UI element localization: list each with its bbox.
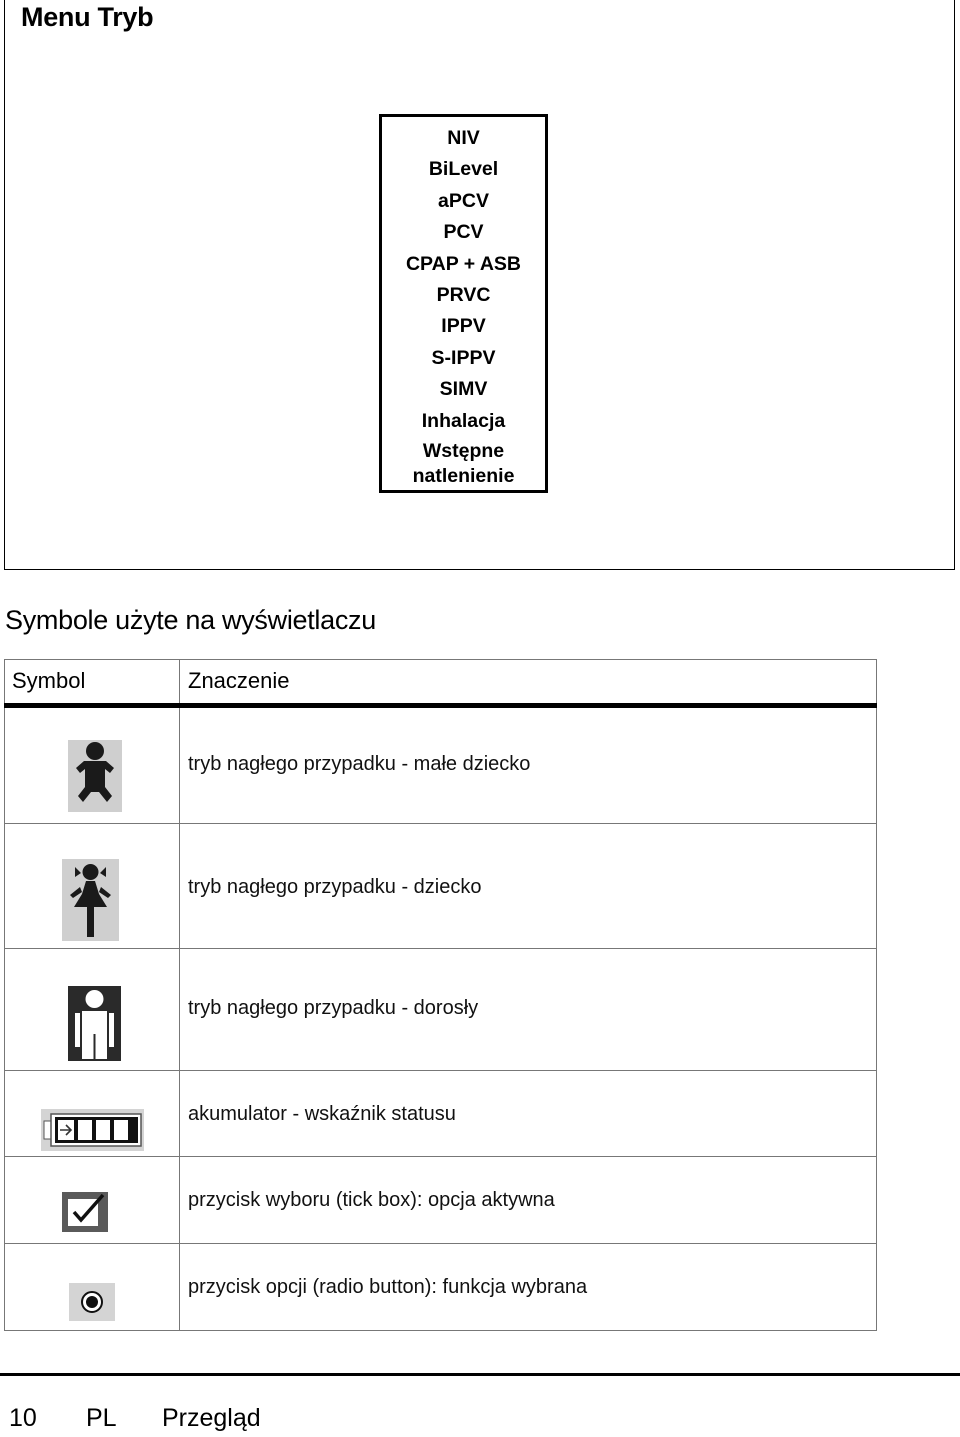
checkbox-checked-icon: [62, 1192, 108, 1232]
row-text: tryb nagłego przypadku - dziecko: [188, 876, 482, 898]
table-row: [4, 949, 877, 1071]
menu-title: Menu Tryb: [21, 2, 154, 32]
mode-item-bilevel[interactable]: BiLevel: [428, 158, 499, 181]
header-meaning: Znaczenie: [188, 668, 290, 693]
section-name: Przegląd: [162, 1404, 261, 1432]
table-row: [4, 1244, 877, 1331]
header-symbol: Symbol: [12, 668, 86, 693]
table-row: [4, 708, 877, 824]
mode-menu-list-box: [379, 114, 548, 493]
language-code: PL: [86, 1404, 117, 1432]
mode-item-inhalacja[interactable]: Inhalacja: [421, 409, 506, 432]
row-text: tryb nagłego przypadku - małe dziecko: [188, 753, 531, 775]
infant-icon: [68, 740, 122, 812]
row-text: przycisk wyboru (tick box): opcja aktywna: [188, 1189, 555, 1211]
table-row: [4, 1071, 877, 1157]
table-header: [4, 659, 877, 703]
mode-item-niv[interactable]: NIV: [447, 127, 480, 149]
mode-item-ippv[interactable]: IPPV: [441, 315, 486, 338]
row-text: akumulator - wskaźnik statusu: [188, 1103, 456, 1125]
mode-item-line2: natlenienie: [412, 464, 515, 487]
section-title: Symbole użyte na wyświetlaczu: [5, 605, 376, 635]
mode-item-wstepne-natlenienie[interactable]: [382, 439, 545, 491]
symbols-table: [4, 659, 877, 1331]
child-icon: [62, 859, 119, 941]
adult-icon: [68, 986, 121, 1061]
mode-item-s-ippv[interactable]: S-IPPV: [431, 346, 496, 369]
mode-item-pcv[interactable]: PCV: [443, 221, 484, 244]
mode-item-line1: Wstępne: [422, 439, 505, 462]
table-row: [4, 824, 877, 949]
table-row: [4, 1157, 877, 1244]
battery-icon: [41, 1109, 144, 1151]
mode-item-cpap-asb[interactable]: CPAP + ASB: [405, 252, 522, 275]
footer-rule: [0, 1373, 960, 1376]
page-number: 10: [9, 1404, 37, 1432]
mode-item-apcv[interactable]: aPCV: [438, 189, 489, 212]
radio-selected-icon: [69, 1283, 115, 1321]
mode-menu-list: [382, 125, 545, 491]
row-text: przycisk opcji (radio button): funkcja wybrana: [188, 1276, 588, 1298]
mode-item-prvc[interactable]: PRVC: [436, 283, 491, 306]
row-text: tryb nagłego przypadku - dorosły: [188, 997, 479, 1019]
mode-item-simv[interactable]: SIMV: [439, 378, 488, 401]
